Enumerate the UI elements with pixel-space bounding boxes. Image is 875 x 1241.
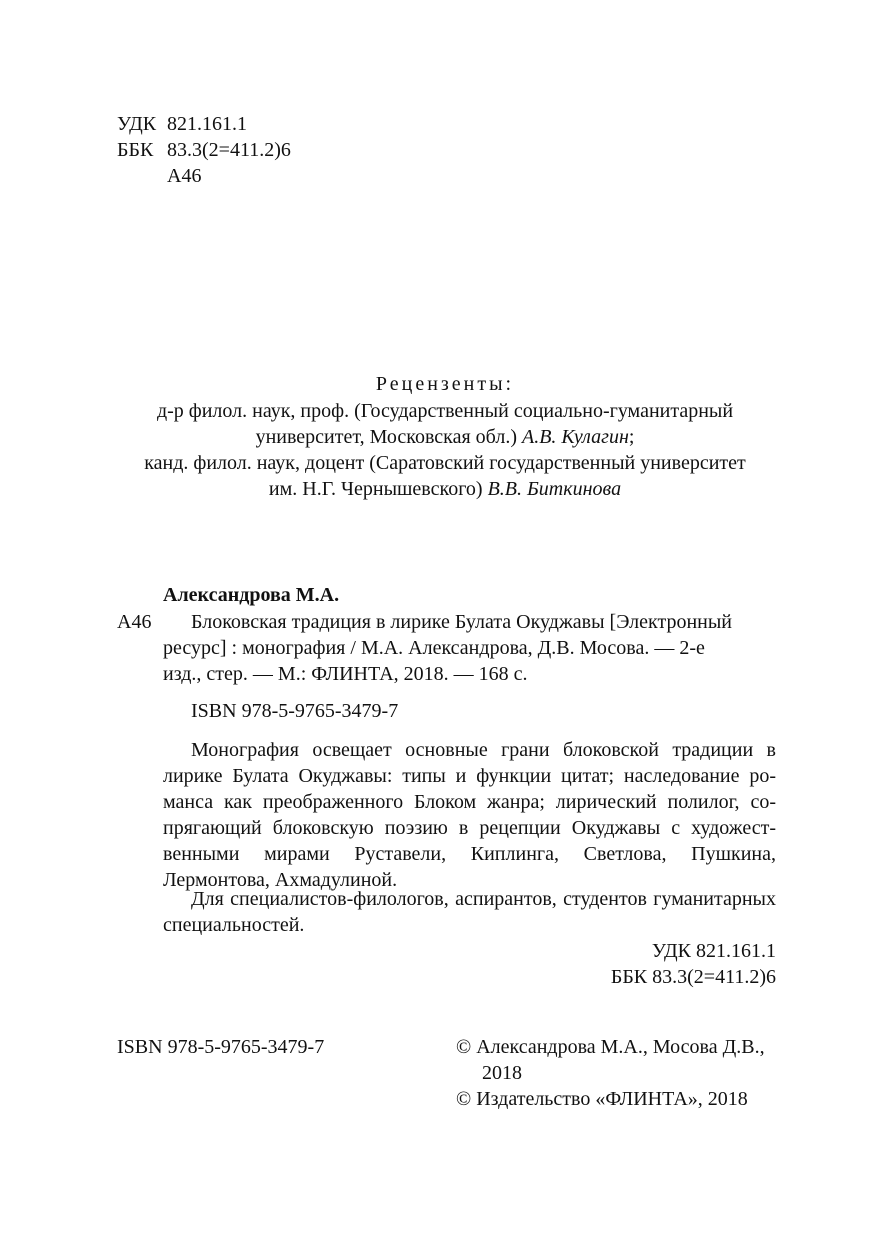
reviewer-2-affiliation: им. Н.Г. Чернышевского): [268, 478, 483, 500]
catalog-author: Александрова М.А.: [163, 584, 340, 606]
udk-line: [117, 111, 291, 137]
bbk-value: 83.3(2=411.2)6: [167, 139, 291, 161]
footer-copyrights: [456, 1034, 765, 1112]
catalog-codes: [463, 938, 776, 990]
copyright-publisher: © Издательство «ФЛИНТА», 2018: [456, 1088, 748, 1110]
copyright-authors: © Александрова М.А., Мосова Д.В.,: [456, 1036, 765, 1058]
catalog-mark: А46: [117, 611, 152, 633]
catalog-entry-line-3: изд., стер. — М.: ФЛИНТА, 2018. — 168 с.: [163, 663, 528, 685]
reviewer-1-line-2: [100, 424, 790, 450]
footer-isbn: ISBN 978-5-9765-3479-7: [117, 1036, 325, 1058]
reviewer-1-line-1: д-р филол. наук, проф. (Государственный социально-гуманитарный: [156, 400, 734, 422]
reviewers-heading: Рецензенты:: [375, 373, 515, 395]
catalog-entry: [163, 609, 776, 687]
catalog-entry-line-1: Блоковская традиция в лирике Булата Окуджавы [Электронный: [191, 611, 732, 633]
bbk-label: ББК: [117, 139, 154, 161]
reviewer-1-separator: ;: [628, 426, 635, 448]
reviewer-2-line-1: канд. филол. наук, доцент (Саратовский государственный университет: [144, 452, 746, 474]
catalog-abstract: Монография освещает основные грани блоковской традиции в лирике Булата Окуджавы: типы и функции цитат; наследование романса как преображенного Блоком жанра; лирический полилог, сопрягающий блоковскую поэзию в рецепции Окуджавы с художественными мирами Руставели, Киплинга, Светлова, Пушкина, Лермонтова, Ахмадулиной.: [163, 739, 776, 891]
reviewer-1-affiliation: университет, Московская обл.): [255, 426, 517, 448]
classification-codes: [117, 111, 291, 189]
copyright-authors-year: 2018: [482, 1062, 522, 1084]
reviewer-2-line-2: [100, 476, 790, 502]
reviewer-2-name: В.В. Биткинова: [487, 478, 622, 500]
catalog-audience: Для специалистов-филологов, аспирантов, студентов гуманитарных специальностей.: [163, 888, 776, 936]
catalog-entry-line-2: ресурс] : монография / М.А. Александрова, Д.В. Мосова. — 2-е: [163, 637, 705, 659]
catalog-isbn: ISBN 978-5-9765-3479-7: [191, 700, 399, 722]
bbk-line: [117, 137, 291, 163]
catalog-udk: УДК 821.161.1: [651, 940, 776, 962]
catalog-bbk: ББК 83.3(2=411.2)6: [610, 966, 776, 988]
reviewer-1-name: А.В. Кулагин: [521, 426, 629, 448]
udk-label: УДК: [117, 113, 157, 135]
reviewer-1: [100, 398, 790, 502]
author-mark: А46: [167, 165, 202, 187]
udk-value: 821.161.1: [167, 113, 247, 135]
